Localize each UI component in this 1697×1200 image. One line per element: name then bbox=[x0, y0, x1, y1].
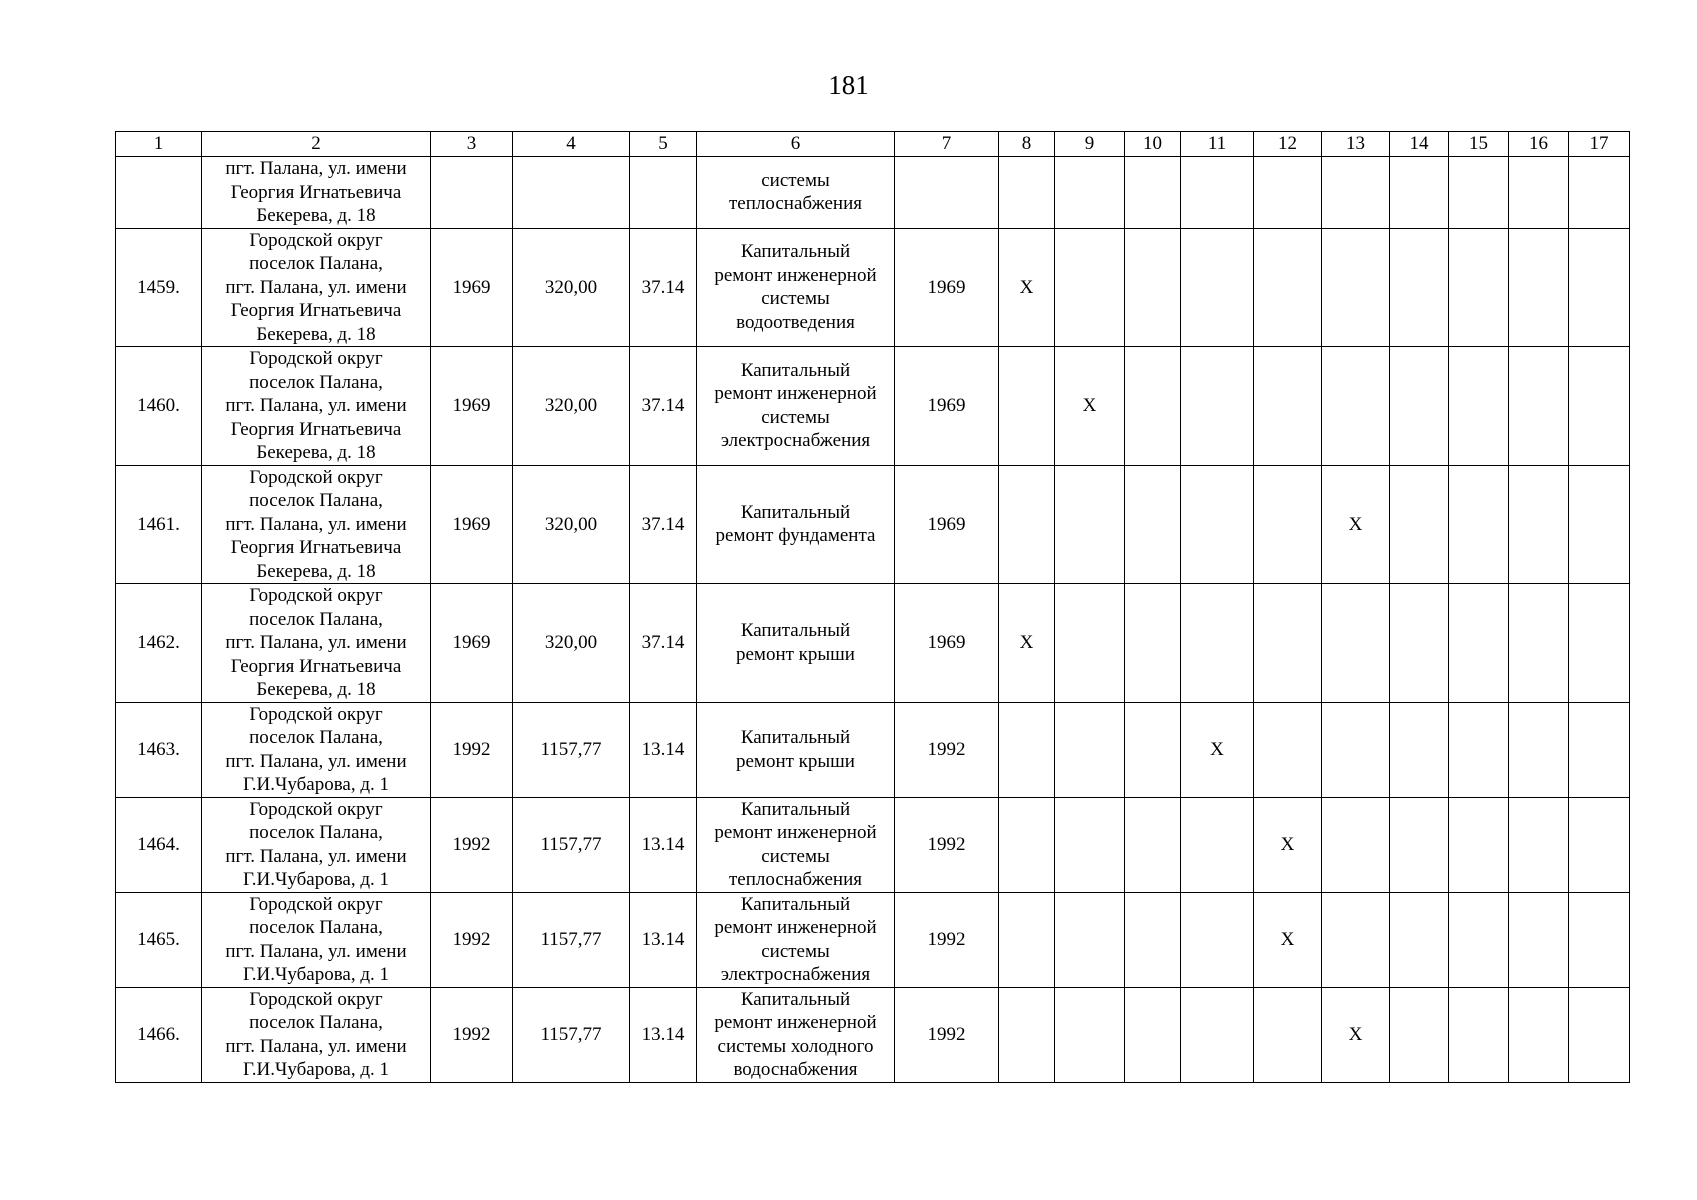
row-number-cell: 1463. bbox=[116, 702, 202, 797]
build-year-cell: 1992 bbox=[431, 987, 513, 1082]
empty-cell bbox=[1449, 157, 1509, 229]
text-line: теплоснабжения bbox=[729, 193, 862, 215]
text-line: системы bbox=[761, 288, 830, 310]
build-year-cell: 1969 bbox=[431, 584, 513, 703]
mark-cell: Х bbox=[1181, 702, 1254, 797]
row-number-cell: 1462. bbox=[116, 584, 202, 703]
empty-cell bbox=[1569, 892, 1630, 987]
table-row bbox=[116, 584, 1630, 703]
text-line: Г.И.Чубарова, д. 1 bbox=[242, 869, 390, 890]
table-body bbox=[116, 132, 1630, 1083]
empty-cell bbox=[1509, 584, 1569, 703]
year-cell: 1992 bbox=[895, 797, 999, 892]
text-line: Бекерева, д. 18 bbox=[256, 679, 376, 700]
empty-cell bbox=[1390, 157, 1449, 229]
build-year-cell: 1992 bbox=[431, 892, 513, 987]
column-number-cell: 10 bbox=[1125, 132, 1181, 157]
empty-cell bbox=[999, 157, 1055, 229]
work-type-cell bbox=[697, 797, 895, 892]
empty-cell bbox=[1181, 797, 1254, 892]
build-year-cell: 1992 bbox=[431, 797, 513, 892]
column-number-cell: 13 bbox=[1322, 132, 1390, 157]
empty-cell bbox=[1055, 702, 1125, 797]
text-line: теплоснабжения bbox=[729, 869, 862, 890]
empty-cell bbox=[1449, 702, 1509, 797]
row-number-cell: 1465. bbox=[116, 892, 202, 987]
empty-cell bbox=[1322, 892, 1390, 987]
text-line: пгт. Палана, ул. имени bbox=[225, 513, 407, 535]
text-line: ремонт инженерной bbox=[714, 264, 877, 286]
column-number-cell: 2 bbox=[202, 132, 431, 157]
empty-cell bbox=[999, 347, 1055, 466]
empty-cell bbox=[1322, 797, 1390, 892]
empty-cell bbox=[1390, 702, 1449, 797]
area-cell: 1157,77 bbox=[513, 797, 630, 892]
table-row bbox=[116, 892, 1630, 987]
text-line: ремонт крыши bbox=[736, 643, 855, 665]
empty-cell bbox=[999, 797, 1055, 892]
address-cell bbox=[202, 228, 431, 347]
empty-cell bbox=[1390, 347, 1449, 466]
empty-cell bbox=[1449, 987, 1509, 1082]
empty-cell bbox=[999, 987, 1055, 1082]
empty-cell bbox=[1569, 702, 1630, 797]
empty-cell bbox=[1125, 987, 1181, 1082]
work-type-cell bbox=[697, 584, 895, 703]
text-line: системы холодного bbox=[717, 1035, 874, 1057]
code-cell: 37.14 bbox=[630, 228, 697, 347]
area-cell: 320,00 bbox=[513, 228, 630, 347]
text-line: Георгия Игнатьевича bbox=[230, 300, 402, 321]
text-line: Капитальный bbox=[740, 798, 851, 820]
empty-cell bbox=[1509, 702, 1569, 797]
mark-cell: Х bbox=[1055, 347, 1125, 466]
text-line: ремонт инженерной bbox=[714, 917, 877, 938]
text-line: ремонт крыши bbox=[736, 750, 855, 772]
text-line: системы bbox=[761, 845, 830, 867]
column-number-cell: 9 bbox=[1055, 132, 1125, 157]
text-line: водоотведения bbox=[736, 311, 855, 333]
text-line: Г.И.Чубарова, д. 1 bbox=[242, 1059, 390, 1080]
text-line: поселок Палана, bbox=[249, 1012, 383, 1033]
text-line: поселок Палана, bbox=[249, 371, 383, 393]
empty-cell bbox=[1569, 157, 1630, 229]
empty-cell bbox=[999, 702, 1055, 797]
capital-repair-table bbox=[115, 131, 1630, 1083]
work-type-cell bbox=[697, 347, 895, 466]
empty-cell bbox=[1390, 987, 1449, 1082]
text-line: пгт. Палана, ул. имени bbox=[225, 395, 407, 416]
table-row bbox=[116, 987, 1630, 1082]
text-line: Георгия Игнатьевича bbox=[230, 181, 402, 203]
text-line: Городской округ bbox=[249, 466, 383, 488]
text-line: электроснабжения bbox=[720, 430, 871, 452]
empty-cell bbox=[999, 892, 1055, 987]
text-line: Бекерева, д. 18 bbox=[256, 560, 376, 582]
build-year-cell: 1969 bbox=[431, 465, 513, 584]
column-number-cell: 3 bbox=[431, 132, 513, 157]
code-cell: 13.14 bbox=[630, 892, 697, 987]
year-cell: 1969 bbox=[895, 465, 999, 584]
text-line: Капитальный bbox=[740, 620, 851, 642]
empty-cell bbox=[1181, 347, 1254, 466]
text-line: системы bbox=[761, 406, 830, 428]
year-cell: 1969 bbox=[895, 347, 999, 466]
text-line: пгт. Палана, ул. имени bbox=[225, 845, 407, 867]
code-cell: 13.14 bbox=[630, 702, 697, 797]
empty-cell bbox=[1322, 157, 1390, 229]
table-row bbox=[116, 347, 1630, 466]
empty-cell bbox=[1055, 157, 1125, 229]
column-number-row bbox=[116, 132, 1630, 157]
empty-cell bbox=[1181, 584, 1254, 703]
text-line: Городской округ bbox=[249, 585, 383, 606]
text-line: ремонт инженерной bbox=[714, 1012, 877, 1033]
code-cell: 13.14 bbox=[630, 987, 697, 1082]
empty-cell bbox=[1125, 797, 1181, 892]
text-line: поселок Палана, bbox=[249, 822, 383, 843]
year-cell: 1992 bbox=[895, 987, 999, 1082]
address-cell bbox=[202, 797, 431, 892]
table-row bbox=[116, 702, 1630, 797]
empty-cell bbox=[1055, 797, 1125, 892]
column-number-cell: 15 bbox=[1449, 132, 1509, 157]
area-cell: 320,00 bbox=[513, 584, 630, 703]
text-line: ремонт инженерной bbox=[714, 822, 877, 843]
empty-cell bbox=[1125, 892, 1181, 987]
build-year-cell: 1969 bbox=[431, 228, 513, 347]
column-number-cell: 6 bbox=[697, 132, 895, 157]
empty-cell bbox=[1569, 228, 1630, 347]
row-number-cell: 1459. bbox=[116, 228, 202, 347]
empty-cell bbox=[1322, 228, 1390, 347]
page-number: 181 bbox=[828, 70, 869, 100]
row-number-cell: 1461. bbox=[116, 465, 202, 584]
empty-cell bbox=[1055, 584, 1125, 703]
empty-cell bbox=[1254, 987, 1322, 1082]
empty-cell bbox=[1449, 797, 1509, 892]
text-line: Городской округ bbox=[249, 893, 383, 915]
area-cell: 1157,77 bbox=[513, 892, 630, 987]
empty-cell bbox=[1181, 228, 1254, 347]
empty-cell bbox=[431, 157, 513, 229]
address-cell bbox=[202, 465, 431, 584]
year-cell: 1969 bbox=[895, 584, 999, 703]
text-line: поселок Палана, bbox=[249, 608, 383, 630]
address-cell bbox=[202, 347, 431, 466]
text-line: поселок Палана, bbox=[249, 727, 383, 748]
work-type-cell bbox=[697, 157, 895, 229]
text-line: пгт. Палана, ул. имени bbox=[225, 632, 407, 653]
year-cell: 1969 bbox=[895, 228, 999, 347]
year-cell: 1992 bbox=[895, 892, 999, 987]
text-line: Георгия Игнатьевича bbox=[230, 537, 402, 558]
empty-cell bbox=[1254, 228, 1322, 347]
work-type-cell bbox=[697, 892, 895, 987]
empty-cell bbox=[1055, 987, 1125, 1082]
table-row bbox=[116, 228, 1630, 347]
empty-cell bbox=[1509, 347, 1569, 466]
mark-cell: Х bbox=[1322, 465, 1390, 584]
empty-cell bbox=[1569, 797, 1630, 892]
empty-cell bbox=[1181, 465, 1254, 584]
work-type-cell bbox=[697, 702, 895, 797]
text-line: поселок Палана, bbox=[249, 917, 383, 938]
text-line: пгт. Палана, ул. имени bbox=[225, 1035, 407, 1057]
text-line: системы bbox=[761, 940, 830, 962]
column-number-cell: 16 bbox=[1509, 132, 1569, 157]
empty-cell bbox=[1254, 465, 1322, 584]
text-line: Городской округ bbox=[249, 988, 383, 1010]
empty-cell bbox=[1322, 702, 1390, 797]
text-line: Капитальный bbox=[740, 727, 851, 748]
text-line: водоснабжения bbox=[733, 1059, 858, 1080]
text-line: ремонт инженерной bbox=[714, 383, 877, 405]
column-number-cell: 8 bbox=[999, 132, 1055, 157]
address-cell bbox=[202, 702, 431, 797]
empty-cell bbox=[1449, 347, 1509, 466]
empty-cell bbox=[1322, 347, 1390, 466]
mark-cell: Х bbox=[999, 584, 1055, 703]
text-line: Городской округ bbox=[249, 229, 383, 251]
area-cell: 1157,77 bbox=[513, 702, 630, 797]
empty-cell bbox=[1055, 465, 1125, 584]
text-line: Капитальный bbox=[740, 501, 851, 523]
column-number-cell: 7 bbox=[895, 132, 999, 157]
empty-cell bbox=[1125, 584, 1181, 703]
empty-cell bbox=[999, 465, 1055, 584]
empty-cell bbox=[1055, 892, 1125, 987]
row-number-cell: 1466. bbox=[116, 987, 202, 1082]
text-line: Бекерева, д. 18 bbox=[256, 205, 376, 226]
empty-cell bbox=[1509, 797, 1569, 892]
code-cell: 37.14 bbox=[630, 465, 697, 584]
empty-cell bbox=[1390, 584, 1449, 703]
empty-cell bbox=[1390, 797, 1449, 892]
empty-cell bbox=[1390, 465, 1449, 584]
empty-cell bbox=[1125, 347, 1181, 466]
column-number-cell: 11 bbox=[1181, 132, 1254, 157]
empty-cell bbox=[1449, 584, 1509, 703]
column-number-cell: 5 bbox=[630, 132, 697, 157]
column-number-cell: 1 bbox=[116, 132, 202, 157]
text-line: пгт. Палана, ул. имени bbox=[225, 940, 407, 962]
empty-cell bbox=[1509, 987, 1569, 1082]
text-line: пгт. Палана, ул. имени bbox=[225, 158, 407, 179]
text-line: Бекерева, д. 18 bbox=[256, 442, 376, 463]
empty-cell bbox=[1125, 465, 1181, 584]
empty-cell bbox=[1125, 702, 1181, 797]
empty-cell bbox=[1181, 987, 1254, 1082]
row-number-cell: 1460. bbox=[116, 347, 202, 466]
empty-cell bbox=[1322, 584, 1390, 703]
text-line: поселок Палана, bbox=[249, 490, 383, 511]
text-line: Городской округ bbox=[249, 798, 383, 820]
year-cell: 1992 bbox=[895, 702, 999, 797]
column-number-cell: 17 bbox=[1569, 132, 1630, 157]
column-number-cell: 12 bbox=[1254, 132, 1322, 157]
empty-cell bbox=[1390, 892, 1449, 987]
mark-cell: Х bbox=[1322, 987, 1390, 1082]
build-year-cell: 1969 bbox=[431, 347, 513, 466]
code-cell: 37.14 bbox=[630, 584, 697, 703]
text-line: Капитальный bbox=[740, 988, 851, 1010]
text-line: Капитальный bbox=[740, 359, 851, 381]
text-line: Бекерева, д. 18 bbox=[256, 323, 376, 345]
work-type-cell bbox=[697, 465, 895, 584]
empty-cell bbox=[1509, 465, 1569, 584]
empty-cell bbox=[1449, 465, 1509, 584]
code-cell: 13.14 bbox=[630, 797, 697, 892]
text-line: пгт. Палана, ул. имени bbox=[225, 750, 407, 772]
text-line: Капитальный bbox=[740, 893, 851, 915]
empty-cell bbox=[895, 157, 999, 229]
address-cell bbox=[202, 892, 431, 987]
empty-cell bbox=[1509, 228, 1569, 347]
empty-cell bbox=[1181, 157, 1254, 229]
empty-cell bbox=[1569, 465, 1630, 584]
empty-cell bbox=[1254, 347, 1322, 466]
empty-cell bbox=[1254, 584, 1322, 703]
row-number-cell: 1464. bbox=[116, 797, 202, 892]
continuation-row bbox=[116, 157, 1630, 229]
empty-cell bbox=[1125, 228, 1181, 347]
empty-cell bbox=[1125, 157, 1181, 229]
area-cell: 320,00 bbox=[513, 347, 630, 466]
text-line: пгт. Палана, ул. имени bbox=[225, 276, 407, 298]
text-line: Г.И.Чубарова, д. 1 bbox=[242, 964, 390, 985]
text-line: Капитальный bbox=[740, 241, 851, 263]
text-line: ремонт фундамента bbox=[715, 525, 876, 547]
mark-cell: Х bbox=[999, 228, 1055, 347]
table-row bbox=[116, 465, 1630, 584]
address-cell bbox=[202, 584, 431, 703]
build-year-cell: 1992 bbox=[431, 702, 513, 797]
code-cell: 37.14 bbox=[630, 347, 697, 466]
mark-cell: Х bbox=[1254, 892, 1322, 987]
empty-cell bbox=[116, 157, 202, 229]
empty-cell bbox=[1569, 987, 1630, 1082]
empty-cell bbox=[1449, 892, 1509, 987]
column-number-cell: 4 bbox=[513, 132, 630, 157]
area-cell: 1157,77 bbox=[513, 987, 630, 1082]
empty-cell bbox=[1254, 702, 1322, 797]
text-line: Городской округ bbox=[249, 703, 383, 725]
empty-cell bbox=[1569, 347, 1630, 466]
empty-cell bbox=[630, 157, 697, 229]
work-type-cell bbox=[697, 987, 895, 1082]
text-line: Георгия Игнатьевича bbox=[230, 418, 402, 440]
empty-cell bbox=[1181, 892, 1254, 987]
address-cell bbox=[202, 157, 431, 229]
empty-cell bbox=[1254, 157, 1322, 229]
empty-cell bbox=[513, 157, 630, 229]
column-number-cell: 14 bbox=[1390, 132, 1449, 157]
empty-cell bbox=[1449, 228, 1509, 347]
area-cell: 320,00 bbox=[513, 465, 630, 584]
text-line: системы bbox=[761, 169, 830, 191]
text-line: Георгия Игнатьевича bbox=[230, 655, 402, 677]
empty-cell bbox=[1569, 584, 1630, 703]
text-line: поселок Палана, bbox=[249, 253, 383, 274]
empty-cell bbox=[1509, 157, 1569, 229]
empty-cell bbox=[1390, 228, 1449, 347]
empty-cell bbox=[1509, 892, 1569, 987]
table-row bbox=[116, 797, 1630, 892]
text-line: Г.И.Чубарова, д. 1 bbox=[242, 774, 390, 795]
mark-cell: Х bbox=[1254, 797, 1322, 892]
text-line: электроснабжения bbox=[720, 964, 871, 985]
empty-cell bbox=[1055, 228, 1125, 347]
address-cell bbox=[202, 987, 431, 1082]
work-type-cell bbox=[697, 228, 895, 347]
text-line: Городской округ bbox=[249, 348, 383, 369]
